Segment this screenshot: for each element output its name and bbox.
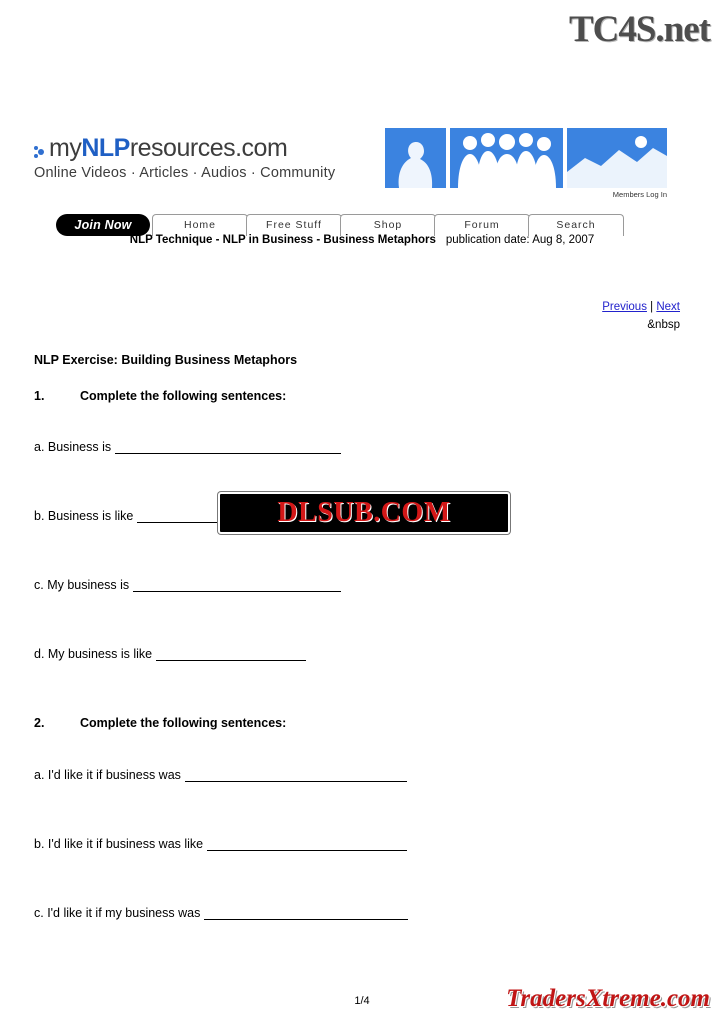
question-2b-text: b. I'd like it if business was like [34, 837, 204, 851]
logo-resources: resources.com [129, 134, 288, 162]
next-link[interactable]: Next [656, 301, 680, 313]
masthead-photo-2 [450, 128, 563, 188]
question-2a-text: a. I'd like it if business was [34, 768, 181, 782]
question-1d-blank[interactable] [156, 648, 306, 661]
masthead-photo-1 [385, 128, 446, 188]
page-title: NLP Exercise: Building Business Metaphors [34, 353, 298, 367]
question-2c-text: c. I'd like it if my business was [34, 906, 201, 920]
section-1-heading [34, 389, 286, 403]
section-1-text: Complete the following sentences: [80, 389, 287, 403]
nav-tab-home[interactable]: Home [152, 214, 248, 236]
question-2c [34, 906, 408, 920]
dlsub-watermark-text: DLSUB.COM [277, 497, 451, 528]
breadcrumb-text: NLP Technique - NLP in Business - Business Metaphors [129, 234, 436, 246]
section-2-number: 2. [34, 716, 45, 730]
question-1d-text: d. My business is like [34, 647, 153, 661]
question-2a [34, 768, 407, 782]
breadcrumb [0, 234, 724, 246]
question-1c-text: c. My business is [34, 578, 130, 592]
nav-tab-forum[interactable]: Forum [434, 214, 530, 236]
site-logo[interactable] [34, 134, 379, 181]
logo-my: my [49, 134, 82, 162]
pager-separator: | [646, 301, 657, 313]
question-1b-text: b. Business is like [34, 509, 134, 523]
members-login-link[interactable]: Members Log In [612, 190, 667, 199]
nav-tab-shop[interactable]: Shop [340, 214, 436, 236]
question-1d [34, 647, 306, 661]
page-number: 1/4 [354, 995, 370, 1007]
nbsp-text: &nbsp [647, 319, 680, 331]
previous-link[interactable]: Previous [602, 301, 647, 313]
nav-tab-search[interactable]: Search [528, 214, 624, 236]
question-1a-blank[interactable] [115, 441, 341, 454]
logo-dots-icon [34, 144, 47, 157]
question-1c [34, 578, 341, 592]
question-1a [34, 440, 341, 454]
dlsub-watermark [218, 492, 510, 534]
tc4s-watermark: TC4S.net [568, 9, 710, 50]
question-2b [34, 837, 407, 851]
masthead-photo-3 [567, 128, 667, 188]
publication-date: publication date: Aug 8, 2007 [445, 234, 595, 246]
nav-tab-free-stuff[interactable]: Free Stuff [246, 214, 342, 236]
question-2a-blank[interactable] [185, 769, 407, 782]
section-1-number: 1. [34, 389, 45, 403]
question-1a-text: a. Business is [34, 440, 112, 454]
question-2c-blank[interactable] [204, 907, 408, 920]
question-1c-blank[interactable] [133, 579, 341, 592]
landscape-silhouette-icon [567, 128, 667, 188]
join-now-button[interactable]: Join Now [56, 214, 150, 236]
tradersxtreme-watermark: TradersXtreme.com [506, 985, 710, 1012]
section-2-text: Complete the following sentences: [80, 716, 287, 730]
group-silhouette-icon [450, 128, 563, 188]
logo-tagline: Online Videos · Articles · Audios · Community [34, 165, 336, 181]
logo-nlp: NLP [81, 134, 130, 162]
pager [602, 301, 680, 313]
question-2b-blank[interactable] [207, 838, 407, 851]
logo-wordmark [34, 134, 379, 163]
section-2-heading [34, 716, 286, 730]
site-masthead [34, 128, 667, 206]
person-silhouette-icon [385, 128, 446, 188]
